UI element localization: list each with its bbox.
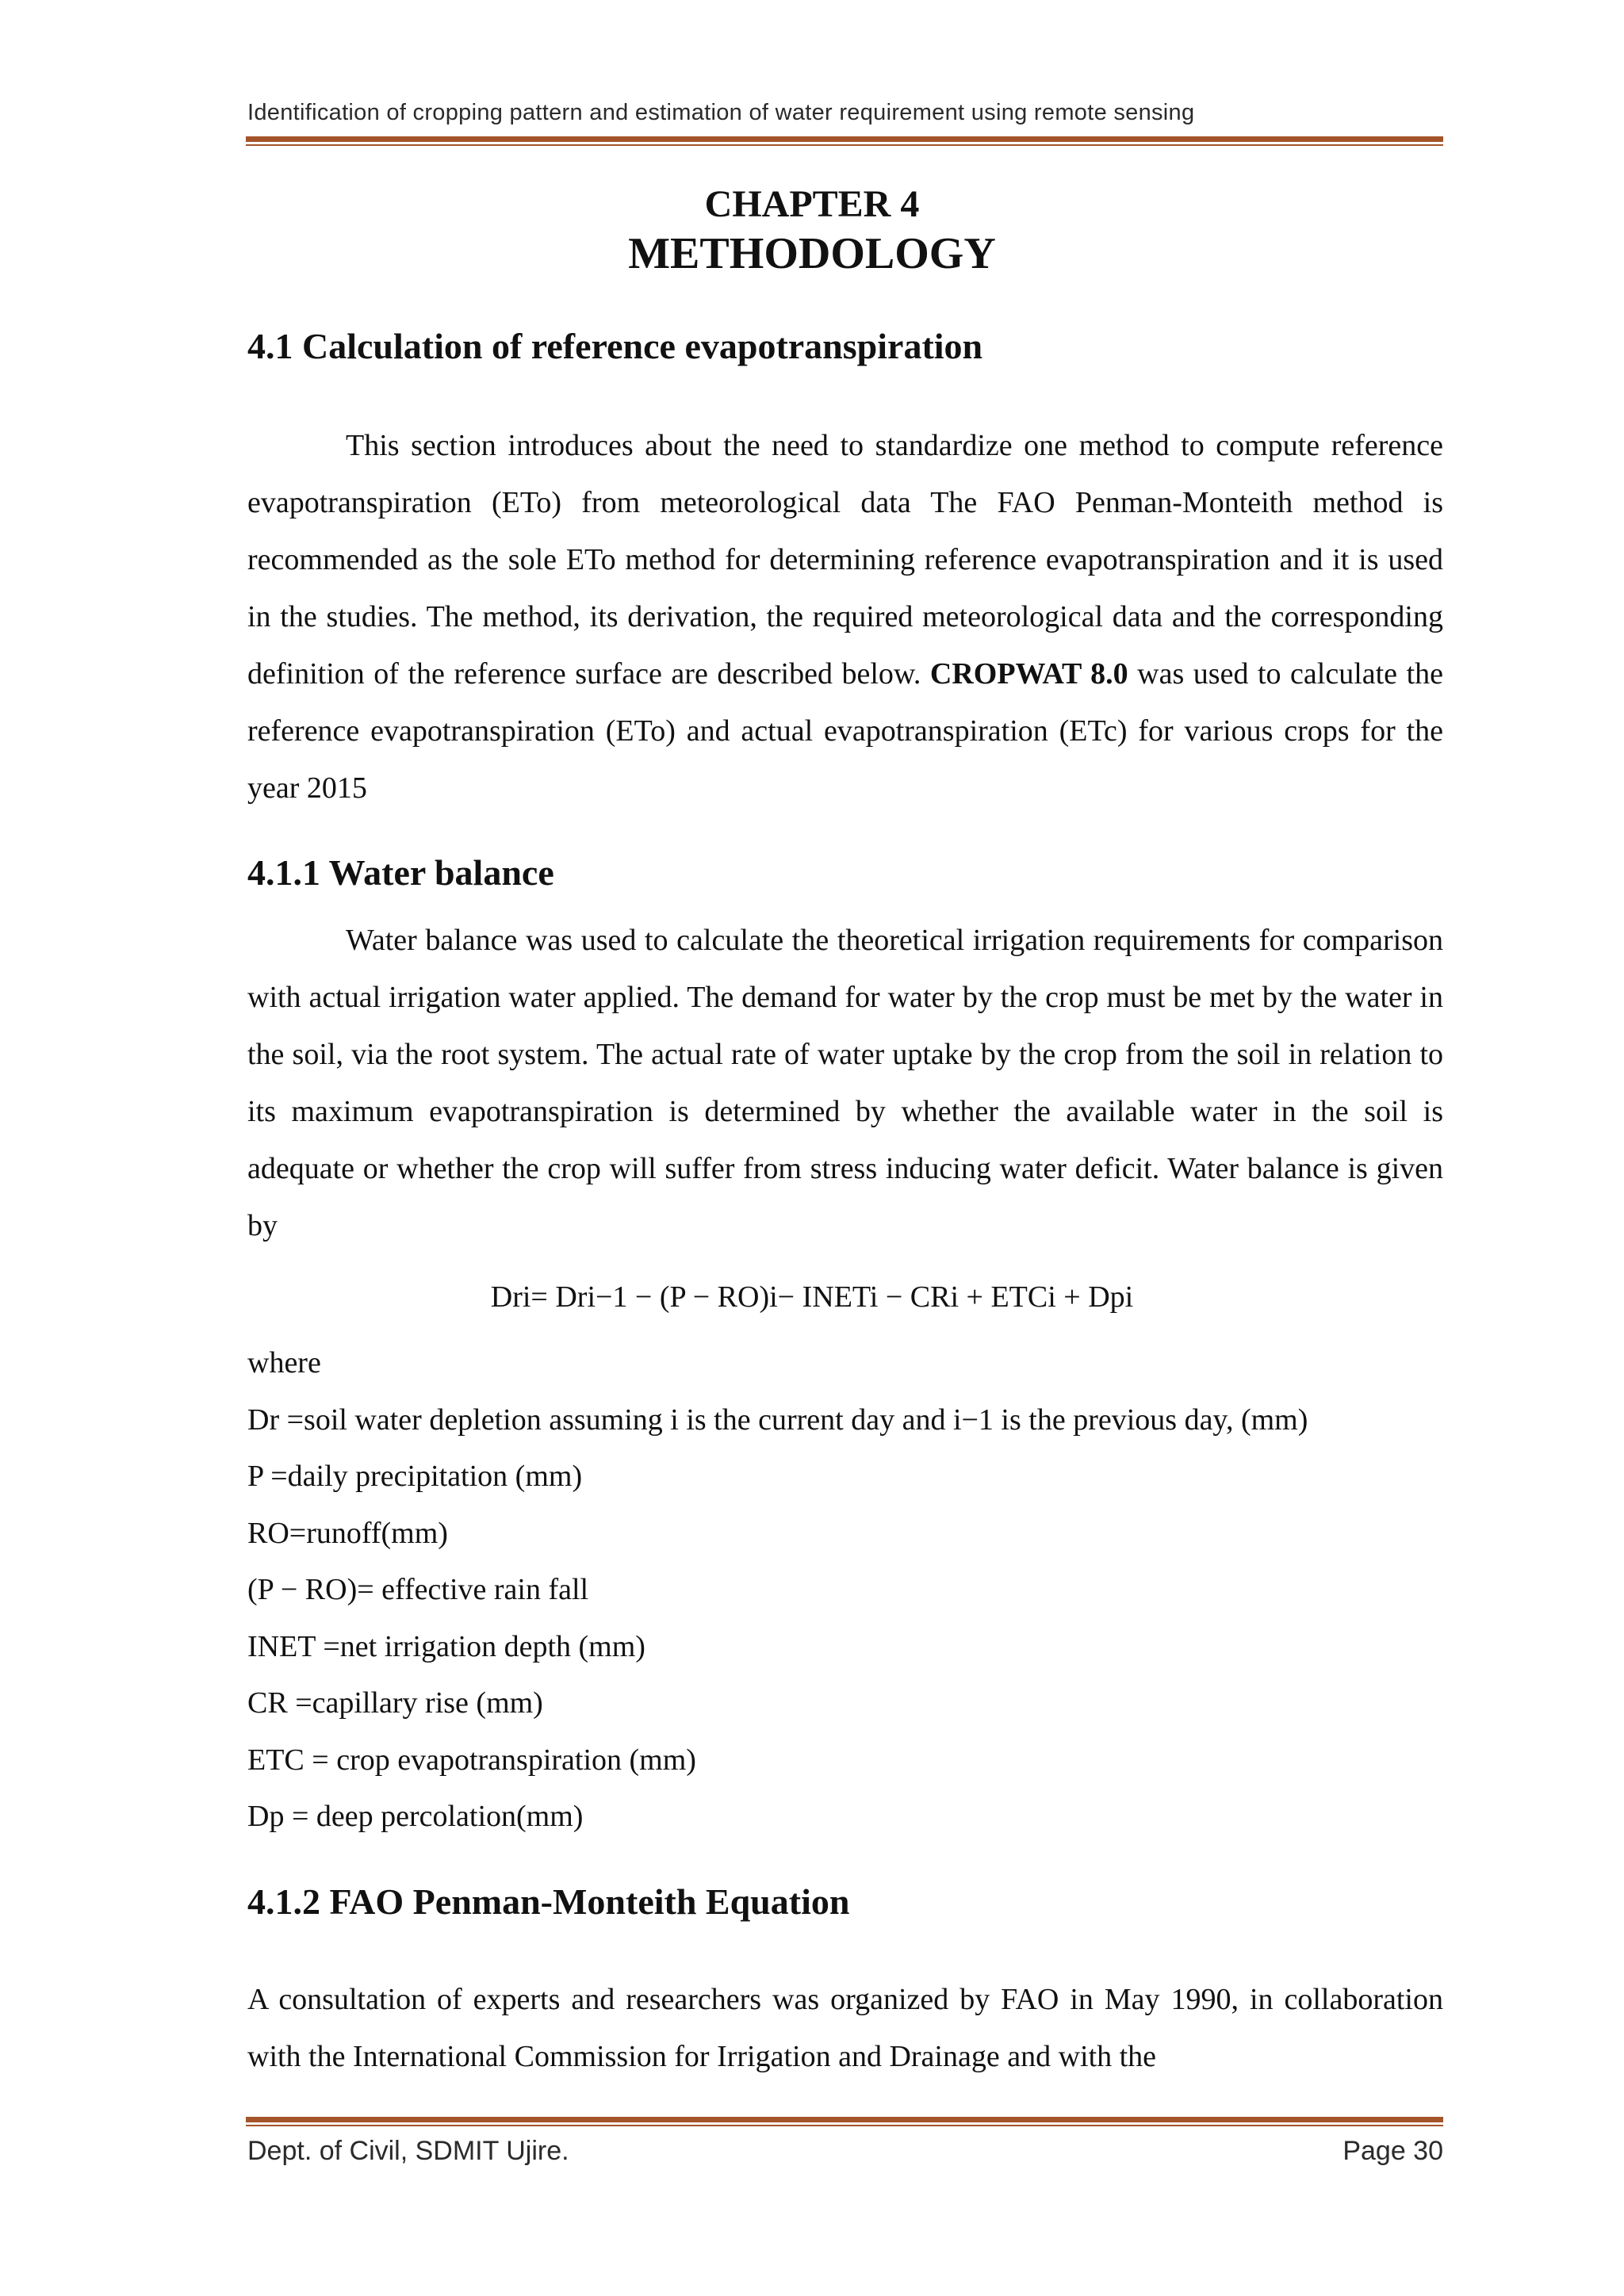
definition-item: INET =net irrigation depth (mm)	[247, 1629, 645, 1663]
water-balance-equation: Dri= Dri−1 − (P − RO)i− INETi − CRi + ETCi + Dpi	[490, 1280, 1134, 1314]
page-number: Page 30	[1342, 2136, 1443, 2166]
definition-item: ETC = crop evapotranspiration (mm)	[247, 1743, 696, 1777]
section-heading-4-1-2: 4.1.2 FAO Penman-Monteith Equation	[247, 1881, 850, 1922]
footer-rule	[246, 2117, 1443, 2126]
section-heading-4-1-1: 4.1.1 Water balance	[247, 852, 554, 893]
section-4-1-2-paragraph: A consultation of experts and researchers was organized by FAO in May 1990, in collaboration with the International Commission for Irrigation and Drainage and with the	[247, 1983, 1443, 2073]
definition-item: Dp = deep percolation(mm)	[247, 1800, 584, 1833]
section-4-1-paragraph	[247, 417, 1443, 817]
definition-item: Dr =soil water depletion assuming i is the current day and i−1 is the previous day, (mm)	[247, 1402, 1308, 1437]
header-rule	[246, 136, 1443, 146]
where-label: where	[247, 1346, 321, 1380]
section-4-1-1-paragraph	[247, 912, 1443, 1254]
definition-item: P =daily precipitation (mm)	[247, 1460, 583, 1493]
paragraph-text: This section introduces about the need to standardize one method to compute reference evapotranspiration (ETo) from meteorological data The FAO Penman-Monteith method is recommended as the sole ETo method for determining reference evapotranspiration and it is used in the studies. The method, its derivation, the required meteorological data and the corresponding definition of the reference surface are described below.	[247, 429, 1443, 691]
paragraph-text-cont: was used to calculate the reference evapotranspiration (ETo) and actual evapotranspiration (ETc) for various crops for the year 2015	[247, 657, 1443, 805]
chapter-title: METHODOLOGY	[628, 229, 996, 278]
chapter-label: CHAPTER 4	[704, 183, 920, 225]
definition-item: CR =capillary rise (mm)	[247, 1686, 543, 1720]
cropwat-term: CROPWAT 8.0	[929, 657, 1128, 691]
footer-department: Dept. of Civil, SDMIT Ujire.	[247, 2136, 569, 2166]
definition-item: (P − RO)= effective rain fall	[247, 1573, 589, 1606]
section-heading-4-1: 4.1 Calculation of reference evapotranspiration	[247, 326, 983, 366]
definition-item: RO=runoff(mm)	[247, 1516, 448, 1550]
running-header: Identification of cropping pattern and estimation of water requirement using remote sensing	[247, 100, 1195, 125]
definition-list	[247, 1335, 1308, 1846]
paragraph-text: Water balance was used to calculate the theoretical irrigation requirements for comparison with actual irrigation water applied. The demand for water by the crop must be met by the water in the soil, via the root system. The actual rate of water uptake by the crop from the soil in relation to its maximum evapotranspiration is determined by whether the available water in the soil is adequate or whether the crop will suffer from stress inducing water deficit. Water balance is given by	[247, 924, 1443, 1242]
